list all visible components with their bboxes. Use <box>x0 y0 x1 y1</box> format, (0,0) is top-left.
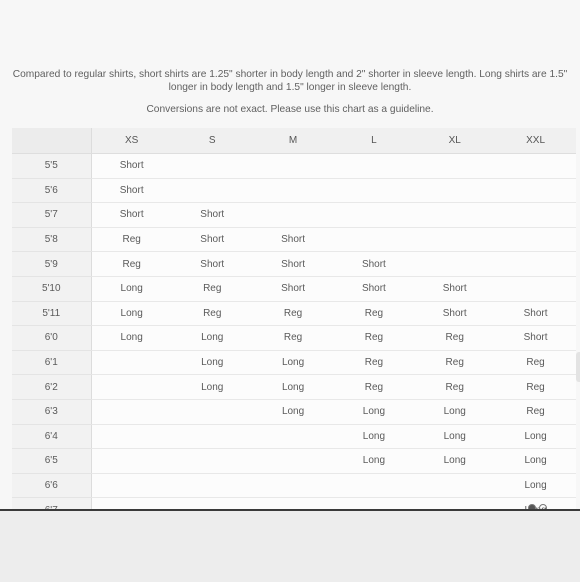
fit-cell <box>172 399 253 424</box>
fit-cell <box>253 473 334 498</box>
fit-cell: Short <box>495 301 576 326</box>
fit-cell <box>414 154 495 179</box>
fit-cell <box>495 252 576 277</box>
row-height-label: 5'6 <box>12 178 91 203</box>
fit-cell: Reg <box>414 375 495 400</box>
fit-cell: Reg <box>495 399 576 424</box>
table-row <box>12 252 576 277</box>
fit-cell: Long <box>333 399 414 424</box>
scroll-edge-tab[interactable] <box>576 352 580 382</box>
size-chart-table <box>12 128 576 523</box>
fit-cell <box>495 154 576 179</box>
fit-cell: Long <box>495 424 576 449</box>
fit-cell <box>91 424 172 449</box>
column-header: XXL <box>495 128 576 154</box>
column-header: M <box>253 128 334 154</box>
fit-cell <box>414 178 495 203</box>
fit-cell <box>333 178 414 203</box>
fit-cell <box>333 203 414 228</box>
fit-cell <box>495 227 576 252</box>
table-row <box>12 449 576 474</box>
header-row <box>12 128 576 154</box>
table-row <box>12 375 576 400</box>
fit-cell: Short <box>333 252 414 277</box>
fit-cell: Long <box>333 424 414 449</box>
fit-cell <box>172 178 253 203</box>
fit-cell: Reg <box>333 375 414 400</box>
intro-text <box>12 68 568 116</box>
fit-cell: Short <box>414 276 495 301</box>
fit-cell <box>91 350 172 375</box>
row-height-label: 6'4 <box>12 424 91 449</box>
fit-cell: Short <box>333 276 414 301</box>
fit-cell: Long <box>91 276 172 301</box>
fit-cell <box>495 178 576 203</box>
table-row <box>12 154 576 179</box>
fit-cell: Long <box>414 449 495 474</box>
fit-cell: Reg <box>333 350 414 375</box>
column-header: XS <box>91 128 172 154</box>
size-chart <box>12 128 576 508</box>
row-height-label: 6'1 <box>12 350 91 375</box>
fit-cell: Long <box>253 350 334 375</box>
fit-cell: Reg <box>91 252 172 277</box>
row-height-label: 6'6 <box>12 473 91 498</box>
fit-cell: Long <box>414 399 495 424</box>
row-height-label: 6'2 <box>12 375 91 400</box>
fit-cell: Reg <box>495 375 576 400</box>
fit-cell <box>253 154 334 179</box>
fit-cell: Long <box>414 424 495 449</box>
fit-cell: Reg <box>333 301 414 326</box>
fit-cell: Long <box>91 301 172 326</box>
fit-cell: Reg <box>91 227 172 252</box>
row-height-label: 6'3 <box>12 399 91 424</box>
row-height-label: 5'7 <box>12 203 91 228</box>
row-height-label: 6'0 <box>12 326 91 351</box>
fit-cell: Reg <box>495 350 576 375</box>
fit-cell: Short <box>253 227 334 252</box>
column-header: L <box>333 128 414 154</box>
fit-cell <box>172 424 253 449</box>
fit-cell: Long <box>333 449 414 474</box>
row-height-label: 5'5 <box>12 154 91 179</box>
fit-cell: Long <box>253 375 334 400</box>
fit-cell <box>253 449 334 474</box>
fit-cell: Short <box>253 276 334 301</box>
table-row <box>12 326 576 351</box>
table-row <box>12 203 576 228</box>
fit-cell: Reg <box>253 326 334 351</box>
fit-cell <box>172 473 253 498</box>
column-header: S <box>172 128 253 154</box>
fit-cell: Reg <box>414 350 495 375</box>
corner-cell <box>12 128 91 154</box>
row-height-label: 5'9 <box>12 252 91 277</box>
fit-cell: Short <box>495 326 576 351</box>
fit-cell <box>253 178 334 203</box>
fit-cell: Long <box>172 375 253 400</box>
fit-cell <box>333 154 414 179</box>
fit-cell <box>91 375 172 400</box>
fit-cell <box>333 227 414 252</box>
fit-cell: Long <box>495 473 576 498</box>
fit-cell <box>172 154 253 179</box>
row-height-label: 5'8 <box>12 227 91 252</box>
row-height-label: 5'10 <box>12 276 91 301</box>
fit-cell: Long <box>495 449 576 474</box>
table-row <box>12 301 576 326</box>
fit-cell <box>172 449 253 474</box>
fit-cell <box>414 227 495 252</box>
table-row <box>12 178 576 203</box>
fit-cell <box>414 473 495 498</box>
fit-cell: Reg <box>172 301 253 326</box>
fit-cell: Long <box>253 399 334 424</box>
fit-cell <box>333 473 414 498</box>
fit-cell: Reg <box>414 326 495 351</box>
fit-cell: Short <box>172 203 253 228</box>
table-row <box>12 399 576 424</box>
fit-cell <box>91 449 172 474</box>
fit-cell <box>91 473 172 498</box>
fit-cell: Short <box>172 252 253 277</box>
bottom-bar <box>0 509 580 582</box>
fit-cell: Short <box>253 252 334 277</box>
fit-cell: Long <box>172 326 253 351</box>
fit-cell: Reg <box>172 276 253 301</box>
intro-description: Compared to regular shirts, short shirts are 1.25" shorter in body length and 2" shorter in sleeve length. Long shirts are 1.5" longer in body length and 1.5" longer in sleeve length. <box>12 69 568 93</box>
fit-cell: Long <box>91 326 172 351</box>
fit-cell <box>253 203 334 228</box>
row-height-label: 6'5 <box>12 449 91 474</box>
fit-cell: Short <box>414 301 495 326</box>
fit-cell: Short <box>91 178 172 203</box>
fit-cell <box>91 399 172 424</box>
table-row <box>12 350 576 375</box>
size-chart-body <box>12 154 576 523</box>
fit-cell: Long <box>172 350 253 375</box>
fit-cell <box>495 203 576 228</box>
table-row <box>12 473 576 498</box>
fit-cell: Short <box>91 154 172 179</box>
fit-cell <box>253 424 334 449</box>
table-row <box>12 276 576 301</box>
table-row <box>12 227 576 252</box>
fit-cell: Short <box>172 227 253 252</box>
row-height-label: 5'11 <box>12 301 91 326</box>
table-row <box>12 424 576 449</box>
fit-cell: Short <box>91 203 172 228</box>
fit-cell <box>414 252 495 277</box>
fit-cell <box>495 276 576 301</box>
fit-cell: Reg <box>253 301 334 326</box>
fit-cell <box>414 203 495 228</box>
fit-cell: Reg <box>333 326 414 351</box>
column-header: XL <box>414 128 495 154</box>
intro-note: Conversions are not exact. Please use this chart as a guideline. <box>146 104 434 115</box>
